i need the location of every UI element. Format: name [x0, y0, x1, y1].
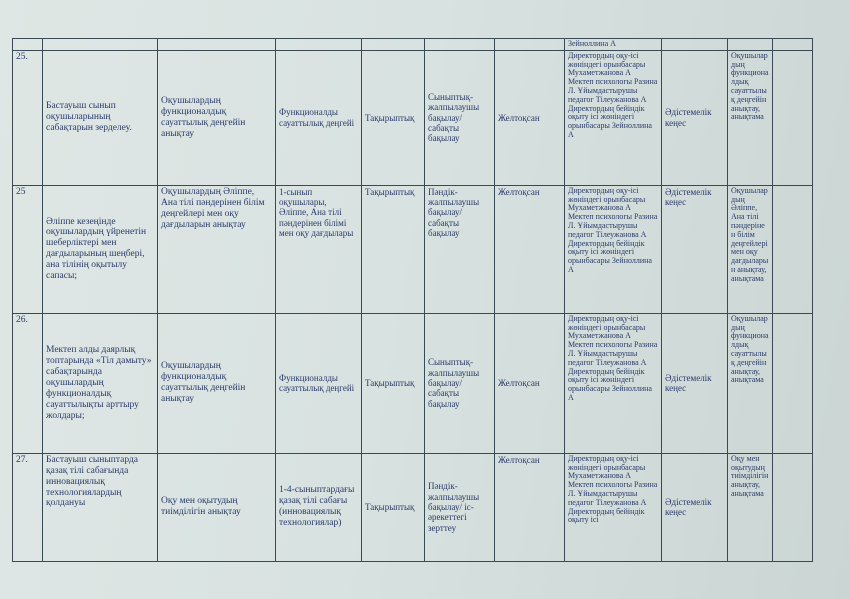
control-plan-table — [12, 38, 813, 562]
object-cell: Функционалды сауаттылық деңгейі — [276, 50, 362, 185]
review-cell: Әдістемелік кеңес — [662, 50, 728, 185]
num-cell: 27. — [13, 453, 43, 561]
control-type-cell: Тақырыптық — [362, 453, 425, 561]
control-type-cell: Тақырыптық — [362, 313, 425, 453]
review-cell: Әдістемелік кеңес — [662, 453, 728, 561]
review-cell: Әдістемелік кеңес — [662, 185, 728, 313]
result-cell: Оқушылардың функционалдық сауаттылық деңгейін анықтау, анықтама — [728, 50, 773, 185]
goal-cell: Оқушылардың Әліппе, Ана тілі пәндерінен білім деңгейлері мен оқу дағдыларын анықтау — [158, 185, 276, 313]
review-cell: Әдістемелік кеңес — [662, 313, 728, 453]
topic-cell: Мектеп алды даярлық топтарында «Тіл дамыту» сабақтарында оқушылардың функционалдық сауаттылықты арттыру жолдары; — [43, 313, 158, 453]
responsible-cell: Директордың оқу-ісі жөніндегі орынбасары Мухаметжанова А Мектеп психологы Разина Л. Ұйымдастырушы педагог Тілеужанова А Директордың бейіндік оқыту ісі жөніндегі орынбасары Зейноллина А — [565, 185, 662, 313]
responsible-cell: Директордың оқу-ісі жөніндегі орынбасары Мухаметжанова А Мектеп психологы Разина Л. Ұйымдастырушы педагог Тілеужанова А Директордың бейіндік оқыту ісі жөніндегі орынбасары Зейноллина А — [565, 313, 662, 453]
object-cell: Функционалды сауаттылық деңгейі — [276, 313, 362, 453]
num-cell — [13, 39, 43, 51]
responsible-cell: Директордың оқу-ісі жөніндегі орынбасары Мухаметжанова А Мектеп психологы Разина Л. Ұйымдастырушы педагог Тілеужанова А Директордың бейіндік оқыту ісі — [565, 453, 662, 561]
topic-cell: Әліппе кезеңінде оқушылардың үйренетін шеберліктері мен дағдыларының шеңбері, ана тілінің оқытылу сапасы; — [43, 185, 158, 313]
method-cell: Сыныптық-жалпылаушы бақылау/сабақты бақылау — [425, 313, 495, 453]
time-cell: Желтоқсан — [495, 50, 565, 185]
control-type-cell: Тақырыптық — [362, 185, 425, 313]
result-cell: Оқушылардың Әліппе, Ана тілі пәндерінен білім деңгейлері мен оқу дағдыларын анықтау, анықтама — [728, 185, 773, 313]
num-cell: 25 — [13, 185, 43, 313]
method-cell: Сыныптық-жалпылаушы бақылау/сабақты бақылау — [425, 50, 495, 185]
time-cell: Желтоқсан — [495, 313, 565, 453]
num-cell: 25. — [13, 50, 43, 185]
result-cell: Оқу мен оқытудың тиімділігін анықтау, анықтама — [728, 453, 773, 561]
table-row — [13, 50, 813, 185]
table-row — [13, 453, 813, 561]
time-cell: Желтоқсан — [495, 453, 565, 561]
table-row — [13, 313, 813, 453]
method-cell: Пәндік-жалпылаушы бақылау/ сабақты бақылау — [425, 185, 495, 313]
time-cell: Желтоқсан — [495, 185, 565, 313]
goal-cell: Оқушылардың функционалдық сауаттылық деңгейін анықтау — [158, 50, 276, 185]
goal-cell: Оқу мен оқытудың тиімділігін анықтау — [158, 453, 276, 561]
table-row — [13, 185, 813, 313]
responsible-cell: Директордың оқу-ісі жөніндегі орынбасары Мухаметжанова А Мектеп психологы Разина Л. Ұйымдастырушы педагог Тілеужанова А Директордың бейіндік оқыту ісі жөніндегі орынбасары Зейноллина А — [565, 50, 662, 185]
topic-cell: Бастауыш сыныптарда қазақ тілі сабағында инновациялық технологиялардың қолдануы — [43, 453, 158, 561]
control-type-cell: Тақырыптық — [362, 50, 425, 185]
object-cell: 1-сынып оқушылары, Әліппе, Ана тілі пәндерінен білімі мен оқу дағдылары — [276, 185, 362, 313]
responsible-cell: Зейноллина А — [565, 39, 662, 51]
goal-cell: Оқушылардың функционалдық сауаттылық деңгейін анықтау — [158, 313, 276, 453]
num-cell: 26. — [13, 313, 43, 453]
method-cell: Пәндік-жалпылаушы бақылау/ іс-әрекеттегі зерттеу — [425, 453, 495, 561]
topic-cell: Бастауыш сынып оқушыларының сабақтарын зерделеу. — [43, 50, 158, 185]
result-cell: Оқушылардың функционалдық сауаттылық деңгейін анықтау, анықтама — [728, 313, 773, 453]
table-row — [13, 39, 813, 51]
object-cell: 1-4-сыныптардағы қазақ тілі сабағы (инновациялық технологиялар) — [276, 453, 362, 561]
